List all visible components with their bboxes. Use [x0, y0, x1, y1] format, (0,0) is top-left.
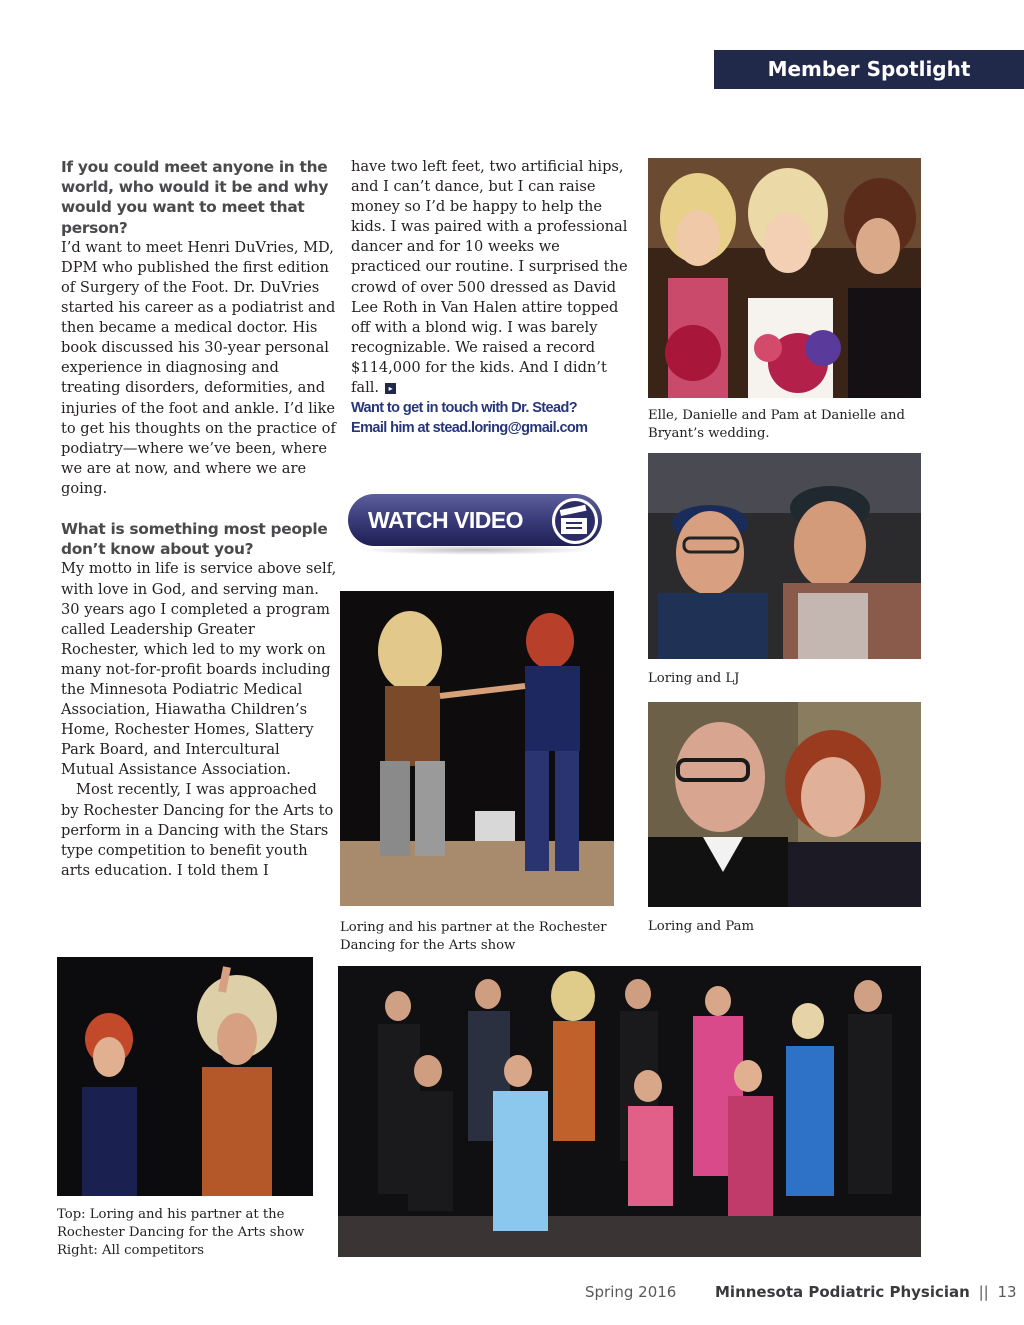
question-heading-1: If you could meet anyone in the world, who would it be and why would you want to meet that person? [61, 158, 329, 237]
caption-bottom-line-2: Rochester Dancing for the Arts show [57, 1225, 305, 1241]
footer-publication [715, 1283, 1017, 1301]
footer-publication-title: Minnesota Podiatric Physician [715, 1283, 970, 1301]
photo-dance-performance [340, 591, 614, 906]
contact-line-1: Want to get in touch with Dr. Stead? [351, 400, 577, 417]
photo-loring-pam [648, 702, 921, 907]
watch-video-graphic [346, 490, 604, 556]
caption-dance: Loring and his partner at the Rochester Dancing for the Arts show [340, 920, 607, 954]
watch-video-button[interactable] [346, 490, 604, 556]
caption-loring-pam: Loring and Pam [648, 919, 754, 934]
caption-bottom-line-3: Right: All competitors [57, 1243, 205, 1259]
question-heading-2: What is something most people don’t know about you? [61, 520, 328, 559]
caption-loring-lj: Loring and LJ [648, 671, 740, 686]
section-banner [714, 50, 1024, 89]
footer-separator: || [978, 1283, 989, 1301]
watch-video-label: WATCH VIDEO [368, 507, 524, 533]
answer-paragraph-3: Most recently, I was approached by Rochester Dancing for the Arts to perform in a Dancing with the Stars type competition to benefit youth arts education. I told them I [61, 781, 334, 879]
photo-loring-lj [648, 453, 921, 659]
caption-wedding: Elle, Danielle and Pam at Danielle and Bryant’s wedding. [648, 408, 905, 442]
answer-paragraph-2: My motto in life is service above self, with love in God, and serving man. 30 years ago I completed a program called Leadership Greater Rochester, which led to my work on many not-for-profit boards including the Minnesota Podiatric Medical Association, Hiawatha Children’s Home, Rochester Homes, Slattery Park Board, and Intercultural Mutual Assistance Association. [61, 560, 337, 779]
footer-issue: Spring 2016 [585, 1283, 677, 1301]
end-of-article-icon: ▸ [385, 383, 396, 394]
answer-continuation-text: have two left feet, two artificial hips, and I can’t dance, but I can raise money so I’d be happy to help the kids. I was paired with a professional dancer and for 10 weeks we practiced our routine. I surprised the crowd of over 500 dressed as David Lee Roth in Van Halen attire topped off with a blond wig. I was barely recognizable. We raised a record $114,000 for the kids. And I didn’t fall. [351, 158, 628, 397]
answer-continuation [351, 157, 629, 398]
caption-bottom-line-1: Top: Loring and his partner at the [57, 1207, 285, 1222]
contact-email[interactable]: Email him at stead.loring@gmail.com [351, 420, 588, 437]
answer-paragraph-1: I’d want to meet Henri DuVries, MD, DPM who published the first edition of Surgery of the Foot. Dr. DuVries started his career as a podiatrist and then became a medical doctor. His book discussed his 30-year personal experience in diagnosing and treating disorders, deformities, and injuries of the foot and ankle. I’d like to get his thoughts on the practice of podiatry—where we’ve been, where we are at now, and where we are going. [61, 238, 336, 497]
photo-performance-top [57, 957, 313, 1196]
section-title: Member Spotlight [767, 57, 971, 81]
footer-page-number: 13 [997, 1283, 1017, 1301]
caption-bottom [57, 1206, 327, 1261]
article-column-1 [61, 157, 337, 881]
article-column-2 [351, 157, 629, 438]
photo-all-competitors [338, 966, 921, 1257]
photo-wedding [648, 158, 921, 398]
